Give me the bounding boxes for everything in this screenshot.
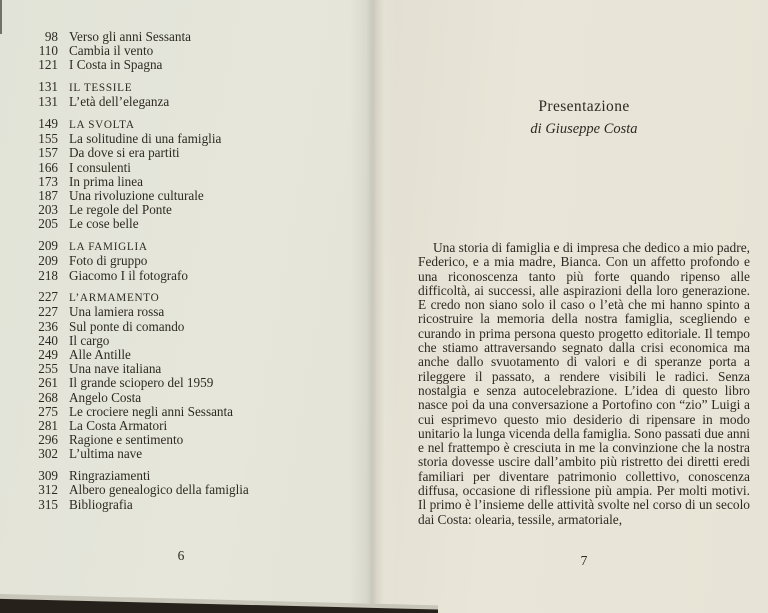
toc-page-number: 268 [38, 389, 58, 405]
left-page [0, 0, 373, 613]
toc-title: Giacomo I il fotografo [69, 267, 189, 283]
toc-title: Da dove si era partiti [69, 145, 180, 161]
toc-page-number: 205 [38, 216, 58, 232]
toc-page-number: 173 [38, 173, 58, 189]
toc-section-heading [14, 239, 249, 254]
toc-page-number: 98 [44, 29, 58, 44]
toc-group [14, 239, 249, 283]
toc-page-number: 236 [38, 318, 58, 334]
toc-title: I Costa in Spagna [69, 57, 163, 73]
toc-section-heading [14, 290, 249, 305]
toc-title: IL TESSILE [69, 82, 133, 95]
toc-title: Sul ponte di comando [69, 318, 185, 334]
page-number-left: 6 [177, 548, 185, 563]
toc-entry [14, 95, 249, 109]
toc-page-number: 275 [38, 403, 58, 419]
toc-page-number: 121 [38, 57, 58, 73]
toc-page-number: 281 [38, 418, 58, 434]
table-of-contents [14, 30, 249, 519]
toc-title: LA SVOLTA [69, 119, 135, 132]
toc-page-number: 149 [38, 116, 58, 132]
toc-entry [14, 217, 249, 231]
toc-title: Angelo Costa [69, 389, 142, 405]
toc-entry [14, 447, 249, 461]
toc-entry [14, 254, 249, 268]
toc-section-heading [14, 117, 249, 132]
toc-entry [14, 30, 249, 44]
photo-edge-artifact [0, 0, 2, 34]
toc-entry [14, 469, 249, 483]
toc-page-number: 255 [38, 361, 58, 377]
toc-page-number: 203 [38, 202, 58, 218]
toc-title: Ringraziamenti [69, 468, 151, 484]
toc-entry [14, 175, 249, 189]
toc-group [14, 30, 249, 73]
chapter-title: Presentazione [538, 98, 630, 115]
toc-title: La Costa Armatori [69, 418, 168, 434]
toc-group [14, 469, 249, 512]
right-page [373, 0, 768, 613]
toc-entry [14, 362, 249, 376]
toc-page-number: 155 [38, 131, 58, 147]
toc-entry [14, 305, 249, 319]
toc-group [14, 117, 249, 232]
toc-page-number: 302 [38, 446, 58, 462]
toc-entry [14, 498, 249, 512]
toc-title: Foto di gruppo [69, 253, 148, 269]
toc-entry [14, 203, 249, 217]
toc-title: Le cose belle [69, 216, 139, 232]
toc-title: Il grande sciopero del 1959 [69, 375, 214, 391]
toc-page-number: 218 [38, 267, 58, 283]
toc-title: Una lamiera rossa [69, 304, 165, 320]
toc-title: Cambia il vento [69, 43, 154, 59]
toc-title: I consulenti [69, 159, 131, 175]
toc-entry [14, 320, 249, 334]
toc-entry [14, 334, 249, 348]
toc-page-number: 315 [38, 496, 58, 512]
toc-entry [14, 376, 249, 390]
toc-page-number: 227 [38, 289, 58, 305]
toc-entry [14, 44, 249, 58]
toc-title: Una nave italiana [69, 361, 162, 377]
toc-page-number: 240 [38, 332, 58, 348]
toc-title: Ragione e sentimento [69, 432, 184, 448]
toc-group [14, 290, 249, 461]
toc-page-number: 312 [38, 482, 58, 498]
toc-title: Verso gli anni Sessanta [69, 29, 191, 44]
toc-entry [14, 419, 249, 433]
toc-title: Albero genealogico della famiglia [69, 482, 249, 498]
toc-page-number: 209 [38, 253, 58, 269]
toc-title: In prima linea [69, 173, 143, 189]
toc-title: Bibliografia [69, 496, 133, 512]
toc-page-number: 296 [38, 432, 58, 448]
toc-entry [14, 132, 249, 146]
chapter-body: Una storia di famiglia e di impresa che dedico a mio padre, Federico, e a mia madre, Bianca. Con un affetto profondo e una riconoscenza tanto più forte quando ripenso alle difficoltà, ai successi, alle aspirazioni della loro generazione. E credo non siano solo il caso o l’età che mi hanno spinto a ricostruire la memoria della nostra famiglia, scegliendo e curando in prima persona questo progetto editoriale. Il tempo che stiamo attraversando segnato dalla crisi economica ma anche dallo svuotamento di valori e di speranze porta a rileggere il passato, a rendere visibili le radici. Senza nostalgia e senza autocelebrazione. L’idea di questo libro nasce poi da una conversazione a Portofino con “zio” Luigi a cui esprimevo questo mio desiderio di ripensare in modo unitario la lunga vicenda della famiglia. Sono passati due anni e nel frattempo è cresciuta in me la convinzione che la nostra storia dovesse uscire dall’ambito più ristretto dei diretti eredi familiari per diventare patrimonio collettivo, conoscenza diffusa, occasione di riflessione più ampia. Per molti motivi. Il primo è l’insieme delle attività svolte nel corso di un secolo dai Costa: olearia, tessile, armatoriale, [418, 240, 750, 527]
toc-title: Il cargo [69, 332, 110, 348]
toc-title: La solitudine di una famiglia [69, 131, 222, 147]
toc-title: L’età dell’eleganza [69, 94, 170, 110]
toc-title: L’ultima nave [69, 446, 143, 462]
toc-page-number: 309 [38, 468, 58, 484]
toc-entry [14, 58, 249, 72]
toc-entry [14, 189, 249, 203]
toc-entry [14, 146, 249, 160]
toc-title: LA FAMIGLIA [69, 241, 148, 254]
toc-page-number: 157 [38, 145, 58, 161]
toc-page-number: 110 [38, 43, 58, 59]
toc-title: Le crociere negli anni Sessanta [69, 403, 234, 419]
page-number-right: 7 [580, 553, 588, 568]
toc-entry [14, 391, 249, 405]
toc-page-number: 166 [38, 159, 58, 175]
toc-page-number: 227 [38, 304, 58, 320]
toc-page-number: 261 [38, 375, 58, 391]
toc-page-number: 249 [38, 347, 58, 363]
toc-page-number: 131 [38, 94, 58, 110]
toc-entry [14, 269, 249, 283]
toc-entry [14, 405, 249, 419]
toc-title: Alle Antille [69, 347, 131, 363]
chapter-byline: di Giuseppe Costa [530, 121, 638, 137]
toc-section-heading [14, 80, 249, 95]
toc-title: Le regole del Ponte [69, 202, 172, 218]
toc-page-number: 209 [38, 238, 58, 254]
toc-entry [14, 483, 249, 497]
toc-page-number: 187 [38, 188, 58, 204]
toc-group [14, 80, 249, 109]
toc-entry [14, 433, 249, 447]
toc-entry [14, 348, 249, 362]
toc-entry [14, 161, 249, 175]
toc-title: Una rivoluzione culturale [69, 188, 204, 204]
toc-title: L’ARMAMENTO [69, 292, 160, 305]
toc-page-number: 131 [38, 79, 58, 95]
